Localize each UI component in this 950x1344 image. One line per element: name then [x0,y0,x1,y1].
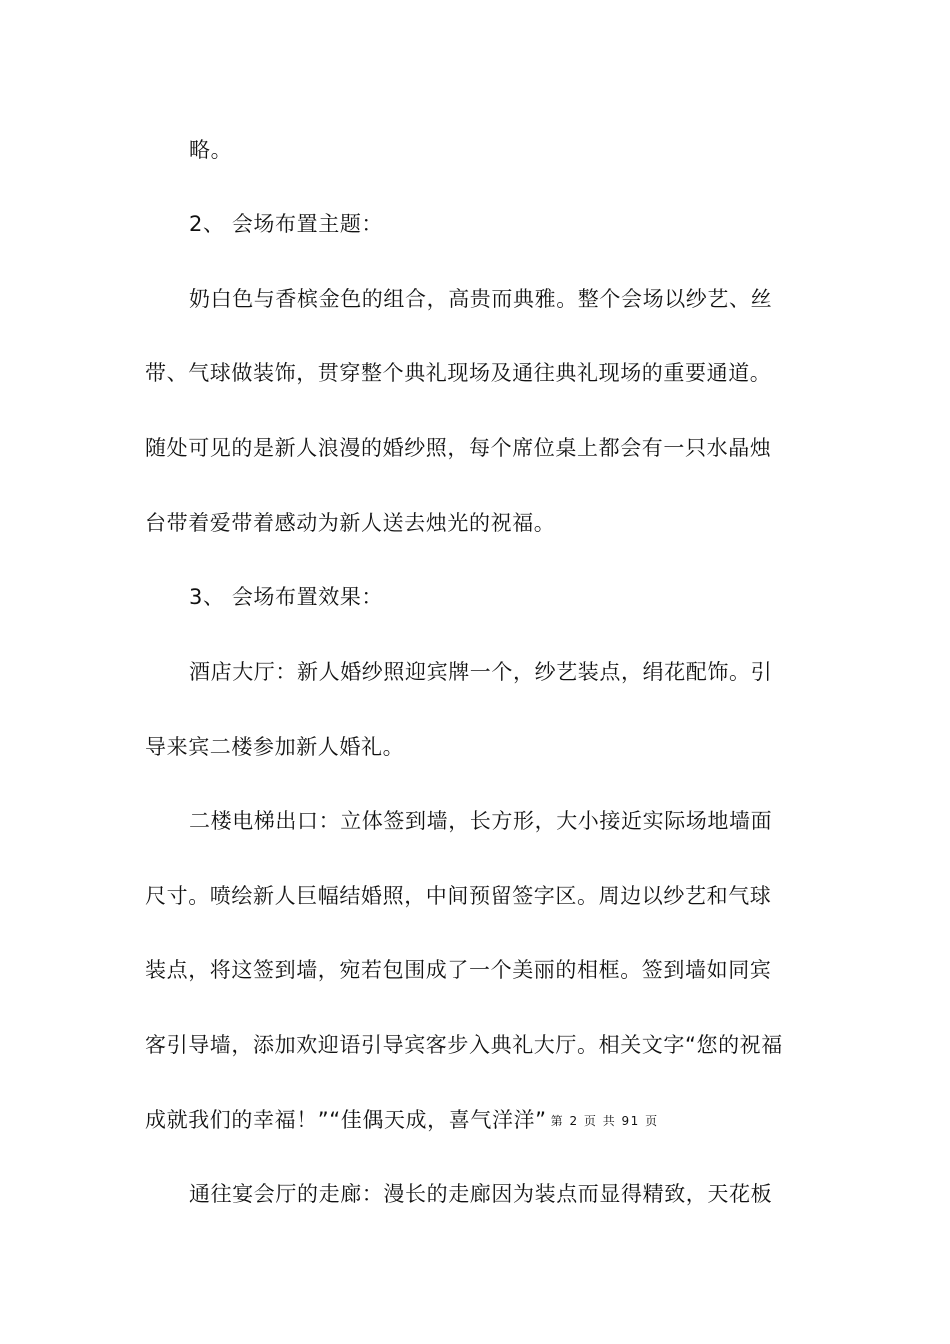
text-line: 随处可见的是新人浪漫的婚纱照，每个席位桌上都会有一只水晶烛 [145,436,772,460]
text-line: 尺寸。喷绘新人巨幅结婚照，中间预留签字区。周边以纱艺和气球 [145,884,772,908]
text-line: 二楼电梯出口：立体签到墙，长方形，大小接近实际场地墙面 [189,809,773,833]
text-line: 装点，将这签到墙，宛若包围成了一个美丽的相框。签到墙如同宾 [145,958,772,982]
section-heading: 3、 会场布置效果： [189,585,384,609]
section-heading: 2、 会场布置主题： [189,212,384,236]
text-line: 酒店大厅：新人婚纱照迎宾牌一个，纱艺装点，绢花配饰。引 [189,660,773,684]
text-line: 成就我们的幸福！”“佳偶天成，喜气洋洋” [145,1108,547,1132]
text-line: 通往宴会厅的走廊：漫长的走廊因为装点而显得精致，天花板 [189,1182,773,1206]
text-line: 导来宾二楼参加新人婚礼。 [145,735,405,759]
text-line: 台带着爱带着感动为新人送去烛光的祝福。 [145,511,556,535]
text-line: 客引导墙，添加欢迎语引导宾客步入典礼大厅。相关文字“您的祝福 [145,1033,783,1057]
page-number: 第 2 页 共 91 页 [550,1114,659,1128]
text-line: 带、气球做装饰，贯穿整个典礼现场及通往典礼现场的重要通道。 [145,361,772,385]
text-line: 略。 [189,138,233,162]
text-line-with-page-number [145,1105,659,1136]
text-line: 奶白色与香槟金色的组合，高贵而典雅。整个会场以纱艺、丝 [189,287,773,311]
